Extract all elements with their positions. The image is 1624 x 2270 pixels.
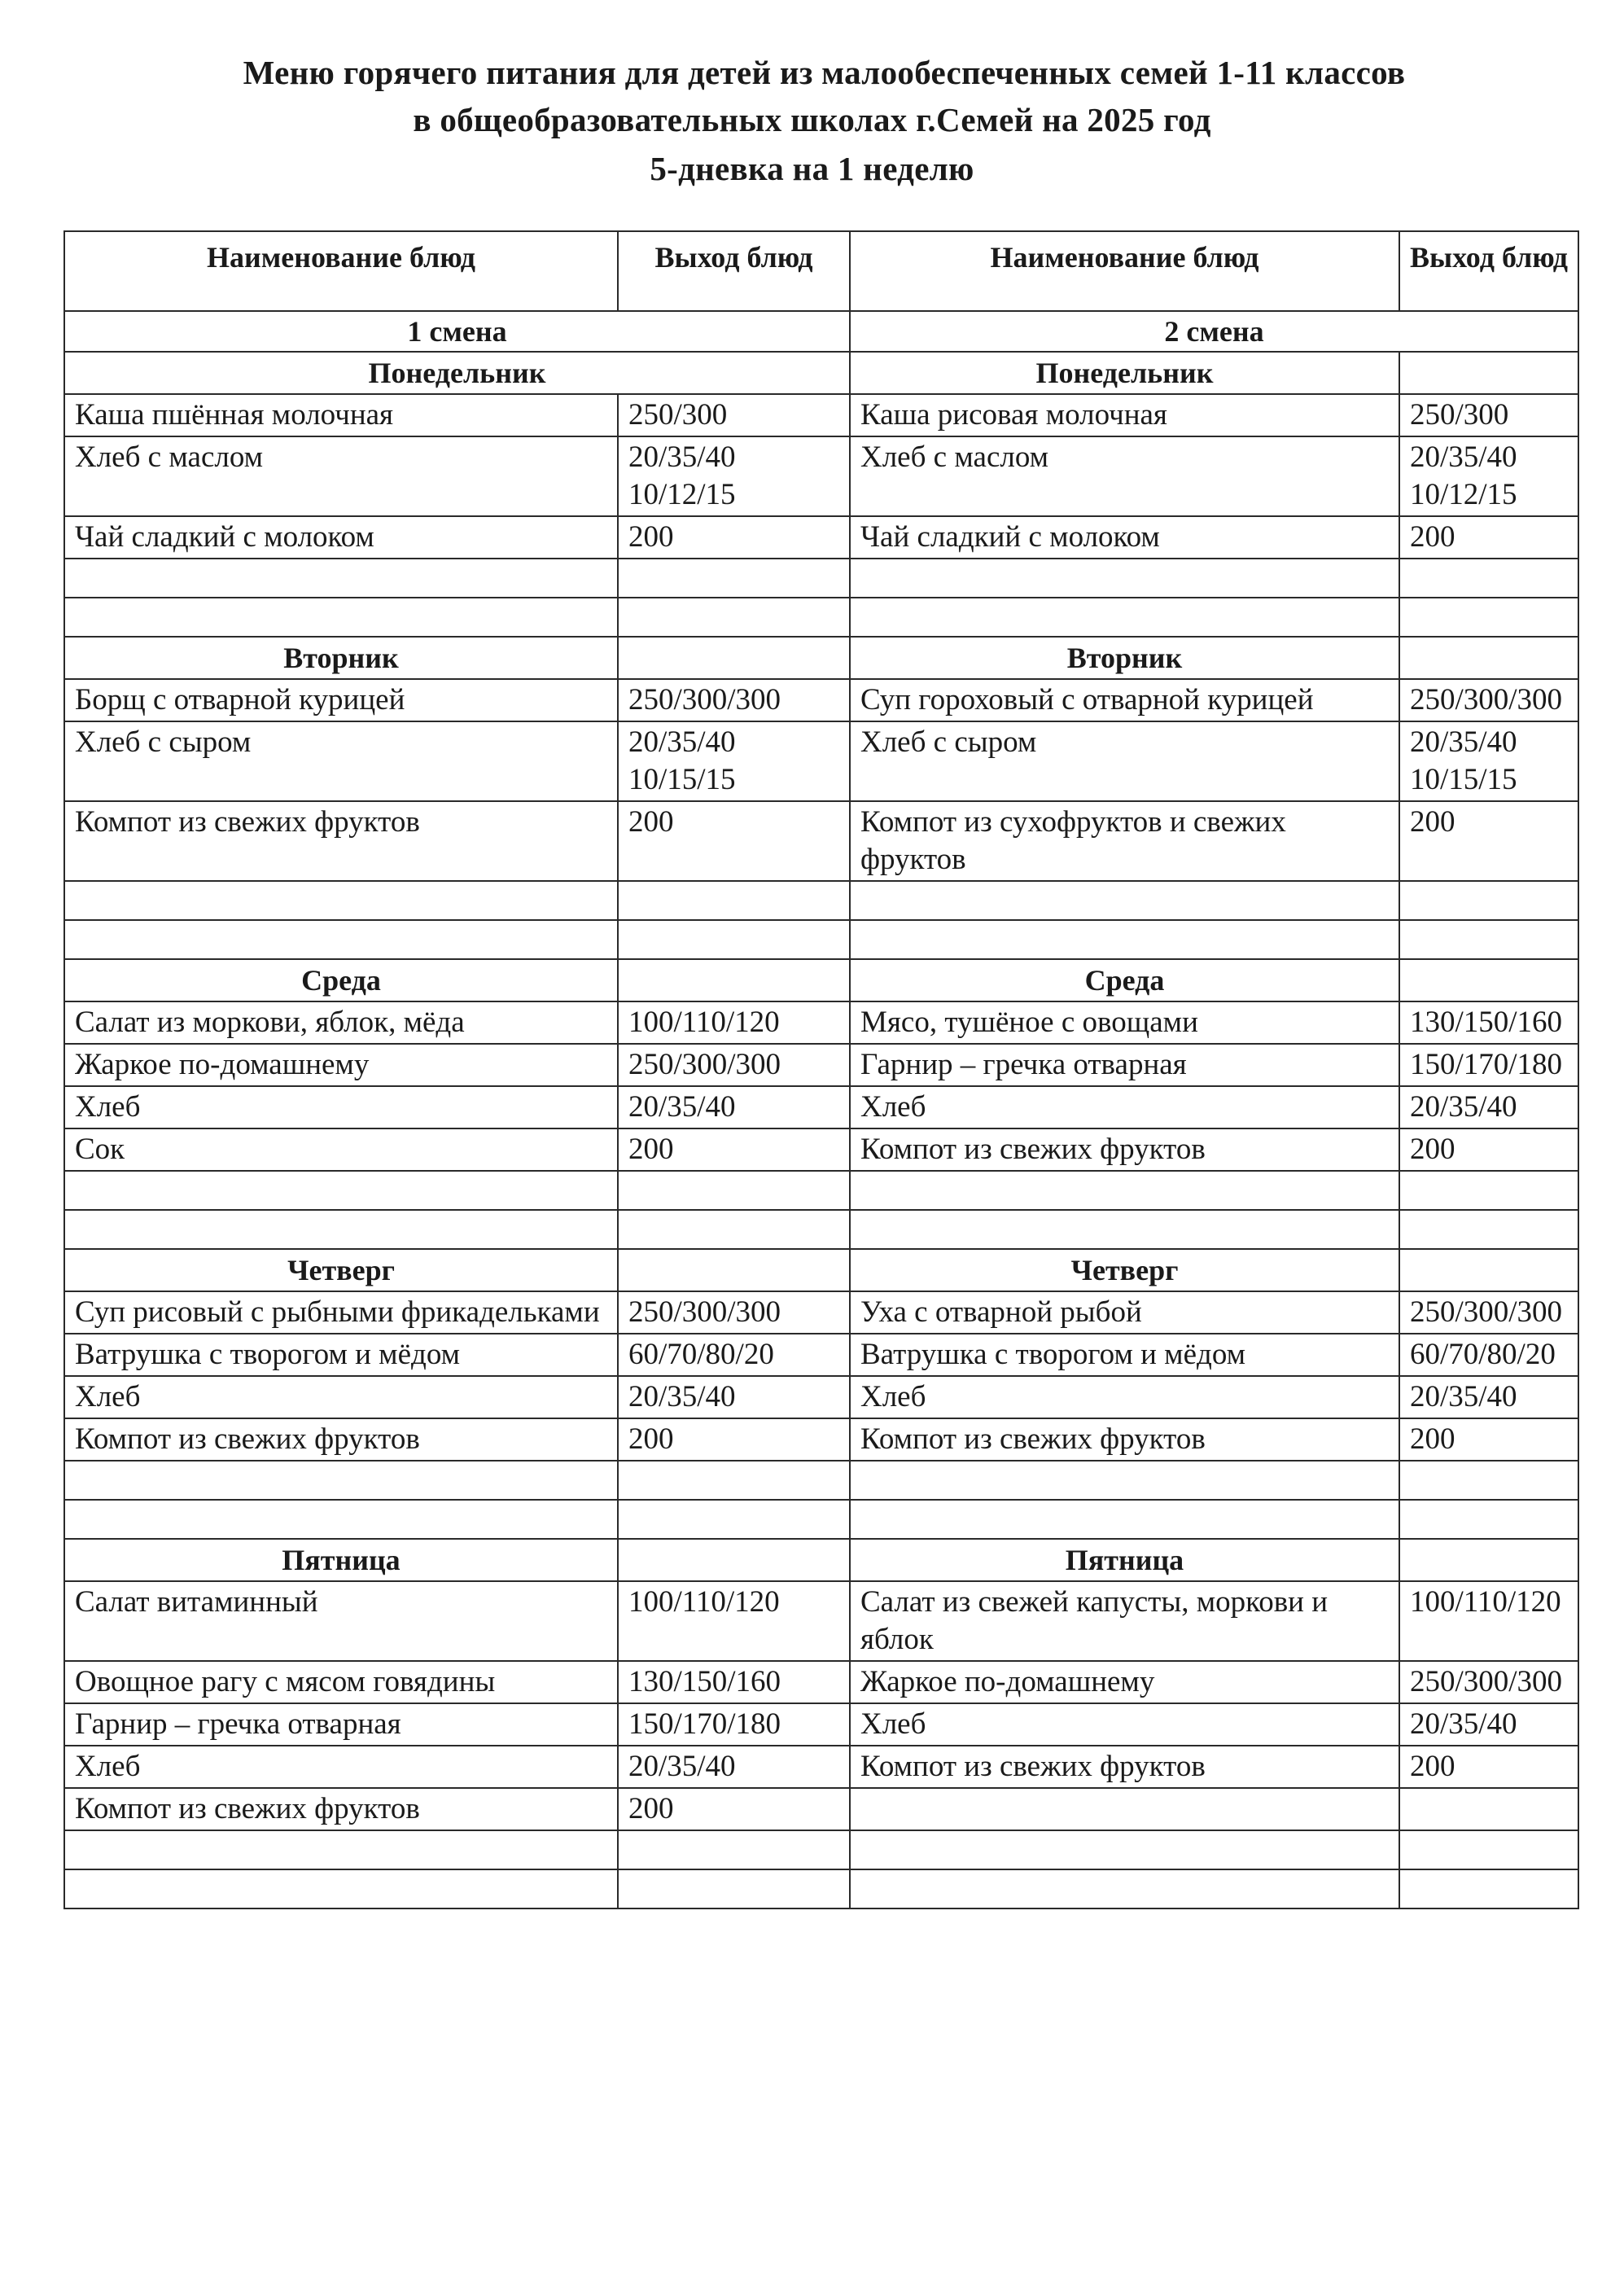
dish-yield-shift-2: 130/150/160 <box>1399 1001 1578 1044</box>
dish-yield-shift-2: 20/35/40 <box>1399 1086 1578 1128</box>
table-row <box>64 1001 1578 1044</box>
dish-yield-shift-1: 60/70/80/20 <box>618 1334 850 1376</box>
document-title-line-2: в общеобразовательных школах г.Семей на 2025 год <box>413 101 1211 138</box>
dish-name-shift-1: Борщ с отварной курицей <box>64 679 618 721</box>
empty-cell <box>64 1830 618 1869</box>
dish-yield-shift-1: 250/300 <box>618 394 850 436</box>
column-header-yield-2: Выход блюд <box>1399 231 1578 311</box>
table-row <box>64 394 1578 436</box>
dish-name-shift-2: Салат из свежей капусты, моркови и яблок <box>850 1581 1399 1661</box>
empty-cell <box>618 1461 850 1500</box>
dish-name-shift-1: Компот из свежих фруктов <box>64 1418 618 1461</box>
day-row <box>64 959 1578 1001</box>
document-header <box>0 49 1624 192</box>
day-label-shift-2: Понедельник <box>850 352 1399 394</box>
empty-cell <box>1399 1171 1578 1210</box>
day-row <box>64 637 1578 679</box>
empty-cell <box>64 1461 618 1500</box>
dish-yield-shift-1: 250/300/300 <box>618 1291 850 1334</box>
dish-yield-shift-2: 150/170/180 <box>1399 1044 1578 1086</box>
empty-cell <box>64 1210 618 1249</box>
empty-cell <box>850 1869 1399 1908</box>
dish-name-shift-1: Сок <box>64 1128 618 1171</box>
empty-cell <box>618 1830 850 1869</box>
dish-name-shift-1: Гарнир – гречка отварная <box>64 1703 618 1746</box>
empty-cell <box>850 1500 1399 1539</box>
dish-yield-shift-2: 200 <box>1399 801 1578 881</box>
dish-yield-shift-1: 20/35/40 <box>618 1746 850 1788</box>
column-header-yield-1: Выход блюд <box>618 231 850 311</box>
table-row <box>64 1661 1578 1703</box>
dish-yield-shift-1: 250/300/300 <box>618 1044 850 1086</box>
dish-name-shift-2: Хлеб <box>850 1703 1399 1746</box>
dish-yield-shift-2: 200 <box>1399 1746 1578 1788</box>
dish-yield-shift-1: 130/150/160 <box>618 1661 850 1703</box>
empty-cell <box>1399 920 1578 959</box>
blank-row <box>64 1869 1578 1908</box>
table-row <box>64 1418 1578 1461</box>
dish-yield-shift-1: 250/300/300 <box>618 679 850 721</box>
table-row <box>64 721 1578 801</box>
dish-yield-shift-2: 250/300 <box>1399 394 1578 436</box>
day-row <box>64 352 1578 394</box>
day-row <box>64 1249 1578 1291</box>
empty-cell <box>1399 1249 1578 1291</box>
shift-2-label: 2 смена <box>850 311 1578 352</box>
day-label-shift-2: Вторник <box>850 637 1399 679</box>
shift-1-label: 1 смена <box>64 311 850 352</box>
dish-yield-shift-1: 200 <box>618 1788 850 1830</box>
table-row <box>64 1291 1578 1334</box>
dish-yield-shift-2: 250/300/300 <box>1399 1291 1578 1334</box>
dish-name-shift-1: Компот из свежих фруктов <box>64 801 618 881</box>
dish-yield-shift-1: 200 <box>618 801 850 881</box>
dish-name-shift-1: Хлеб с сыром <box>64 721 618 801</box>
dish-name-shift-1: Хлеб <box>64 1376 618 1418</box>
day-label-shift-2: Среда <box>850 959 1399 1001</box>
dish-yield-shift-2 <box>1399 1788 1578 1830</box>
empty-cell <box>1399 598 1578 637</box>
empty-cell <box>1399 559 1578 598</box>
empty-cell <box>618 1210 850 1249</box>
dish-yield-shift-2: 250/300/300 <box>1399 679 1578 721</box>
dish-name-shift-2: Жаркое по-домашнему <box>850 1661 1399 1703</box>
document-title-line-1: Меню горячего питания для детей из малообеспеченных семей 1-11 классов <box>243 54 1406 91</box>
table-row <box>64 801 1578 881</box>
empty-cell <box>618 1869 850 1908</box>
dish-yield-shift-2: 250/300/300 <box>1399 1661 1578 1703</box>
empty-cell <box>850 1830 1399 1869</box>
dish-yield-shift-2: 200 <box>1399 516 1578 559</box>
dish-name-shift-2: Уха с отварной рыбой <box>850 1291 1399 1334</box>
empty-cell <box>618 598 850 637</box>
dish-name-shift-2: Хлеб с сыром <box>850 721 1399 801</box>
dish-name-shift-1: Ватрушка с творогом и мёдом <box>64 1334 618 1376</box>
empty-cell <box>850 881 1399 920</box>
dish-yield-shift-2: 20/35/40 10/12/15 <box>1399 436 1578 516</box>
empty-cell <box>618 1171 850 1210</box>
dish-name-shift-2: Чай сладкий с молоком <box>850 516 1399 559</box>
dish-name-shift-1: Компот из свежих фруктов <box>64 1788 618 1830</box>
empty-cell <box>64 1869 618 1908</box>
table-row <box>64 516 1578 559</box>
empty-cell <box>1399 352 1578 394</box>
dish-yield-shift-1: 20/35/40 10/12/15 <box>618 436 850 516</box>
empty-cell <box>1399 1830 1578 1869</box>
dish-name-shift-2 <box>850 1788 1399 1830</box>
table-row <box>64 679 1578 721</box>
dish-yield-shift-1: 200 <box>618 1418 850 1461</box>
empty-cell <box>618 637 850 679</box>
day-label-shift-1: Пятница <box>64 1539 618 1581</box>
dish-name-shift-1: Салат из моркови, яблок, мёда <box>64 1001 618 1044</box>
dish-name-shift-1: Суп рисовый с рыбными фрикадельками <box>64 1291 618 1334</box>
empty-cell <box>850 1171 1399 1210</box>
dish-name-shift-2: Компот из сухофруктов и свежих фруктов <box>850 801 1399 881</box>
table-row <box>64 1128 1578 1171</box>
dish-yield-shift-2: 20/35/40 <box>1399 1703 1578 1746</box>
day-label-shift-1: Вторник <box>64 637 618 679</box>
empty-cell <box>64 1171 618 1210</box>
empty-cell <box>1399 1461 1578 1500</box>
dish-name-shift-2: Хлеб <box>850 1086 1399 1128</box>
dish-name-shift-2: Хлеб с маслом <box>850 436 1399 516</box>
table-row <box>64 436 1578 516</box>
empty-cell <box>618 1249 850 1291</box>
dish-name-shift-1: Чай сладкий с молоком <box>64 516 618 559</box>
column-header-name-2: Наименование блюд <box>850 231 1399 311</box>
dish-name-shift-1: Хлеб <box>64 1746 618 1788</box>
table-row <box>64 1334 1578 1376</box>
menu-table <box>63 230 1579 1909</box>
dish-name-shift-1: Каша пшённая молочная <box>64 394 618 436</box>
menu-table-body <box>64 231 1578 1908</box>
blank-row <box>64 559 1578 598</box>
empty-cell <box>850 598 1399 637</box>
document-title-line-3: 5-дневка на 1 неделю <box>650 150 974 187</box>
table-row <box>64 1044 1578 1086</box>
table-row <box>64 1746 1578 1788</box>
dish-name-shift-2: Компот из свежих фруктов <box>850 1746 1399 1788</box>
dish-name-shift-2: Мясо, тушёное с овощами <box>850 1001 1399 1044</box>
empty-cell <box>1399 1210 1578 1249</box>
empty-cell <box>618 1539 850 1581</box>
dish-name-shift-1: Хлеб с маслом <box>64 436 618 516</box>
dish-name-shift-2: Суп гороховый с отварной курицей <box>850 679 1399 721</box>
dish-name-shift-1: Салат витаминный <box>64 1581 618 1661</box>
dish-yield-shift-1: 100/110/120 <box>618 1581 850 1661</box>
empty-cell <box>64 598 618 637</box>
empty-cell <box>1399 1539 1578 1581</box>
empty-cell <box>618 881 850 920</box>
empty-cell <box>850 920 1399 959</box>
empty-cell <box>850 1461 1399 1500</box>
day-label-shift-2: Пятница <box>850 1539 1399 1581</box>
dish-yield-shift-2: 200 <box>1399 1418 1578 1461</box>
day-label-shift-1: Среда <box>64 959 618 1001</box>
dish-yield-shift-1: 100/110/120 <box>618 1001 850 1044</box>
empty-cell <box>64 1500 618 1539</box>
blank-row <box>64 598 1578 637</box>
shift-row <box>64 311 1578 352</box>
table-header-row <box>64 231 1578 311</box>
dish-yield-shift-1: 20/35/40 <box>618 1086 850 1128</box>
blank-row <box>64 1171 1578 1210</box>
column-header-name-1: Наименование блюд <box>64 231 618 311</box>
dish-name-shift-2: Гарнир – гречка отварная <box>850 1044 1399 1086</box>
dish-yield-shift-2: 20/35/40 <box>1399 1376 1578 1418</box>
empty-cell <box>64 920 618 959</box>
dish-yield-shift-1: 150/170/180 <box>618 1703 850 1746</box>
table-row <box>64 1703 1578 1746</box>
empty-cell <box>1399 1500 1578 1539</box>
empty-cell <box>618 920 850 959</box>
blank-row <box>64 1210 1578 1249</box>
blank-row <box>64 881 1578 920</box>
dish-name-shift-1: Овощное рагу с мясом говядины <box>64 1661 618 1703</box>
dish-name-shift-2: Хлеб <box>850 1376 1399 1418</box>
table-row <box>64 1086 1578 1128</box>
empty-cell <box>64 559 618 598</box>
dish-yield-shift-2: 60/70/80/20 <box>1399 1334 1578 1376</box>
dish-name-shift-2: Каша рисовая молочная <box>850 394 1399 436</box>
blank-row <box>64 1830 1578 1869</box>
dish-yield-shift-1: 20/35/40 10/15/15 <box>618 721 850 801</box>
empty-cell <box>850 1210 1399 1249</box>
table-row <box>64 1376 1578 1418</box>
empty-cell <box>618 559 850 598</box>
empty-cell <box>1399 959 1578 1001</box>
day-row <box>64 1539 1578 1581</box>
dish-yield-shift-2: 100/110/120 <box>1399 1581 1578 1661</box>
dish-name-shift-2: Компот из свежих фруктов <box>850 1418 1399 1461</box>
day-label-shift-2: Четверг <box>850 1249 1399 1291</box>
table-row <box>64 1788 1578 1830</box>
day-label-shift-1: Понедельник <box>64 352 850 394</box>
dish-yield-shift-1: 200 <box>618 516 850 559</box>
day-label-shift-1: Четверг <box>64 1249 618 1291</box>
empty-cell <box>1399 1869 1578 1908</box>
empty-cell <box>618 1500 850 1539</box>
dish-name-shift-1: Жаркое по-домашнему <box>64 1044 618 1086</box>
blank-row <box>64 1500 1578 1539</box>
dish-yield-shift-1: 20/35/40 <box>618 1376 850 1418</box>
dish-yield-shift-2: 20/35/40 10/15/15 <box>1399 721 1578 801</box>
blank-row <box>64 920 1578 959</box>
empty-cell <box>618 959 850 1001</box>
empty-cell <box>1399 881 1578 920</box>
dish-name-shift-2: Компот из свежих фруктов <box>850 1128 1399 1171</box>
dish-name-shift-1: Хлеб <box>64 1086 618 1128</box>
dish-yield-shift-2: 200 <box>1399 1128 1578 1171</box>
empty-cell <box>850 559 1399 598</box>
table-row <box>64 1581 1578 1661</box>
empty-cell <box>64 881 618 920</box>
dish-name-shift-2: Ватрушка с творогом и мёдом <box>850 1334 1399 1376</box>
empty-cell <box>1399 637 1578 679</box>
dish-yield-shift-1: 200 <box>618 1128 850 1171</box>
blank-row <box>64 1461 1578 1500</box>
